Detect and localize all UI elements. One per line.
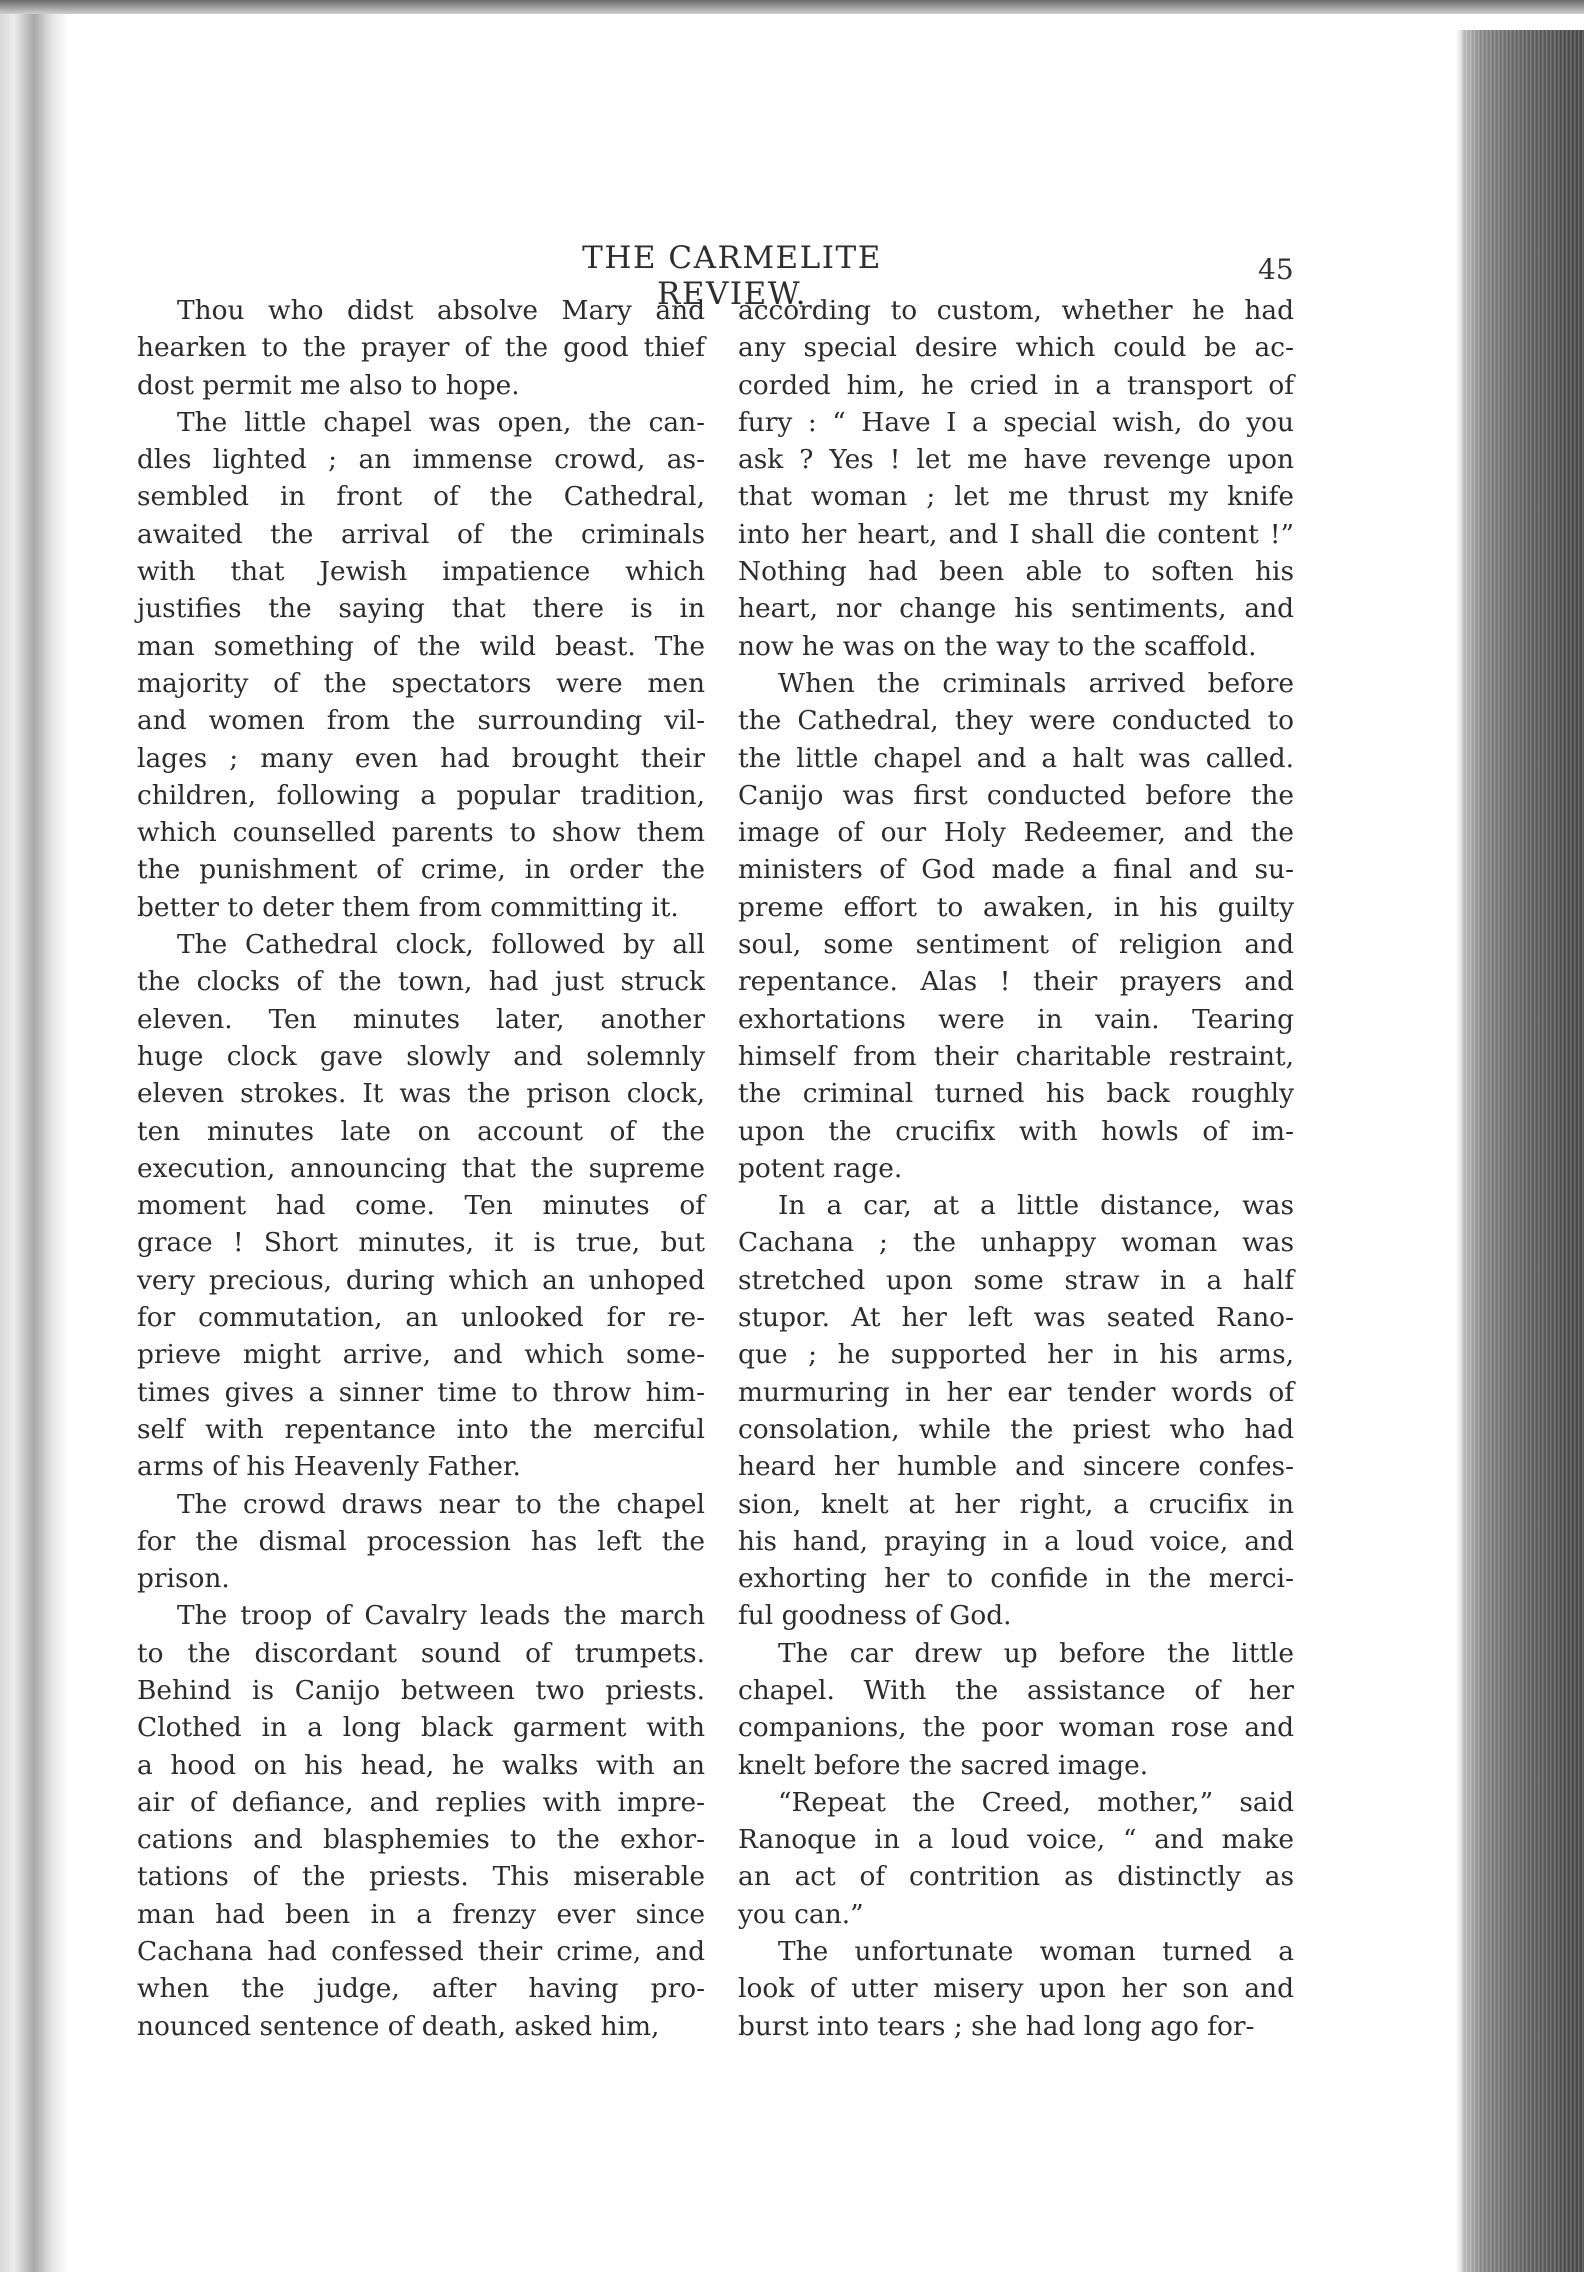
text-line: for the dismal procession has left the [137, 1525, 705, 1557]
text-line: murmuring in her ear tender words of [738, 1376, 1294, 1408]
text-line: which counselled parents to show them [137, 817, 705, 849]
scan-top-edge [0, 0, 1584, 14]
text-line: for commutation, an unlooked for re- [137, 1302, 705, 1334]
text-line: prieve might arrive, and which some- [137, 1339, 705, 1371]
text-line: exhorting her to confide in the merci- [738, 1563, 1294, 1595]
text-line: majority of the spectators were men [137, 667, 705, 699]
text-line: ministers of God made a final and su- [738, 854, 1294, 886]
text-line: a hood on his head, he walks with an [137, 1749, 705, 1781]
text-line: ful goodness of God. [738, 1600, 1012, 1632]
text-line: nounced sentence of death, asked him, [137, 2010, 660, 2042]
text-line: prison. [137, 1563, 230, 1595]
paragraph [738, 1187, 1294, 1635]
text-line: Thou who didst absolve Mary and [177, 295, 705, 326]
text-line: Clothed in a long black garment with [137, 1712, 705, 1744]
paragraph [738, 1933, 1294, 2045]
text-line: sion, knelt at her right, a crucifix in [738, 1488, 1294, 1520]
book-page-edges [1462, 30, 1584, 2272]
text-line: self with repentance into the merciful [137, 1413, 705, 1445]
text-line: air of defiance, and replies with impre- [137, 1786, 705, 1818]
text-line: exhortations were in vain. Tearing [738, 1003, 1294, 1035]
text-line: into her heart, and I shall die content !” [738, 518, 1294, 550]
text-line: you can.” [738, 1898, 864, 1930]
text-line: dles lighted ; an immense crowd, as- [137, 444, 705, 476]
running-header-title: THE CARMELITE REVIEW. [582, 240, 882, 312]
text-line: the punishment of crime, in order the [137, 854, 705, 886]
text-line: ten minutes late on account of the [137, 1115, 705, 1147]
text-line: execution, announcing that the supreme [137, 1152, 705, 1184]
text-line: moment had come. Ten minutes of [137, 1190, 705, 1222]
text-line: now he was on the way to the scaffold. [738, 630, 1257, 662]
text-line: hearken to the prayer of the good thief [137, 332, 705, 364]
text-line: and women from the surrounding vil- [137, 705, 705, 737]
text-line: the Cathedral, they were conducted to [738, 705, 1294, 737]
text-line: The Cathedral clock, followed by all [177, 929, 705, 961]
text-line: ask ? Yes ! let me have revenge upon [738, 444, 1294, 476]
paragraph [137, 926, 705, 1485]
text-line: The troop of Cavalry leads the march [177, 1600, 705, 1632]
text-line: heard her humble and sincere confes- [738, 1451, 1294, 1483]
text-line: soul, some sentiment of religion and [738, 929, 1294, 961]
text-line: The crowd draws near to the chapel [177, 1488, 705, 1520]
paragraph [137, 1486, 705, 1598]
text-line: Nothing had been able to soften his [738, 556, 1294, 588]
text-line: que ; he supported her in his arms, [738, 1339, 1294, 1371]
paragraph [738, 292, 1294, 665]
text-line: very precious, during which an unhoped [137, 1264, 705, 1296]
text-line: burst into tears ; she had long ago for- [738, 2010, 1255, 2042]
text-line: huge clock gave slowly and solemnly [137, 1040, 705, 1072]
text-line: awaited the arrival of the criminals [137, 518, 705, 550]
left-text-column [137, 292, 705, 2045]
text-line: corded him, he cried in a transport of [738, 369, 1294, 401]
text-line: repentance. Alas ! their prayers and [738, 966, 1294, 998]
page-number: 45 [1258, 253, 1294, 286]
text-line: Cachana ; the unhappy woman was [738, 1227, 1294, 1259]
paragraph [137, 1597, 705, 2045]
text-line: The little chapel was open, the can- [177, 406, 705, 438]
text-line: the clocks of the town, had just struck [137, 966, 705, 998]
text-line: The unfortunate woman turned a [778, 1936, 1294, 1968]
text-line: the criminal turned his back roughly [738, 1078, 1294, 1110]
paragraph [137, 404, 705, 926]
text-line: potent rage. [738, 1152, 903, 1184]
text-line: stupor. At her left was seated Rano- [738, 1302, 1294, 1334]
text-line: arms of his Heavenly Father. [137, 1451, 521, 1483]
text-line: that woman ; let me thrust my knife [738, 481, 1294, 513]
text-line: image of our Holy Redeemer, and the [738, 817, 1294, 849]
text-line: preme effort to awaken, in his guilty [738, 891, 1294, 923]
paragraph [738, 1635, 1294, 1784]
text-line: chapel. With the assistance of her [738, 1674, 1294, 1706]
text-line: “Repeat the Creed, mother,” said [778, 1786, 1294, 1818]
text-line: In a car, at a little distance, was [778, 1190, 1294, 1222]
text-line: himself from their charitable restraint, [738, 1040, 1294, 1072]
text-line: with that Jewish impatience which [137, 556, 705, 588]
text-line: companions, the poor woman rose and [738, 1712, 1294, 1744]
text-line: children, following a popular tradition, [137, 779, 705, 811]
text-line: times gives a sinner time to throw him- [137, 1376, 705, 1408]
text-line: eleven strokes. It was the prison clock, [137, 1078, 705, 1110]
text-line: according to custom, whether he had [738, 295, 1294, 326]
text-line: cations and blasphemies to the exhor- [137, 1824, 705, 1856]
text-line: When the criminals arrived before [778, 667, 1294, 699]
text-line: any special desire which could be ac- [738, 332, 1294, 364]
text-line: lages ; many even had brought their [137, 742, 705, 774]
paragraph [738, 665, 1294, 1187]
text-line: an act of contrition as distinctly as [738, 1861, 1294, 1893]
text-line: Canijo was first conducted before the [738, 779, 1294, 811]
text-line: better to deter them from committing it. [137, 891, 679, 923]
text-line: dost permit me also to hope. [137, 369, 520, 401]
text-line: Behind is Canijo between two priests. [137, 1674, 705, 1706]
text-line: Ranoque in a loud voice, “ and make [738, 1824, 1294, 1856]
text-line: tations of the priests. This miserable [137, 1861, 705, 1893]
paragraph [738, 1784, 1294, 1933]
text-line: consolation, while the priest who had [738, 1413, 1294, 1445]
paragraph [137, 292, 705, 404]
text-line: sembled in front of the Cathedral, [137, 481, 705, 513]
text-line: man something of the wild beast. The [137, 630, 705, 662]
right-text-column [738, 292, 1294, 2045]
book-binding-gutter [0, 14, 70, 2272]
text-line: man had been in a frenzy ever since [137, 1898, 705, 1930]
text-line: Cachana had confessed their crime, and [137, 1936, 705, 1968]
text-line: stretched upon some straw in a half [738, 1264, 1294, 1296]
text-line: knelt before the sacred image. [738, 1749, 1149, 1781]
text-line: the little chapel and a halt was called. [738, 742, 1294, 774]
text-line: his hand, praying in a loud voice, and [738, 1525, 1294, 1557]
text-line: to the discordant sound of trumpets. [137, 1637, 705, 1669]
text-line: look of utter misery upon her son and [738, 1973, 1294, 2005]
text-line: heart, nor change his sentiments, and [738, 593, 1294, 625]
text-line: when the judge, after having pro- [137, 1973, 705, 2005]
text-line: justifies the saying that there is in [137, 593, 705, 625]
text-line: The car drew up before the little [778, 1637, 1294, 1669]
text-line: grace ! Short minutes, it is true, but [137, 1227, 705, 1259]
text-line: upon the crucifix with howls of im- [738, 1115, 1294, 1147]
text-line: eleven. Ten minutes later, another [137, 1003, 705, 1035]
text-line: fury : “ Have I a special wish, do you [738, 406, 1294, 438]
